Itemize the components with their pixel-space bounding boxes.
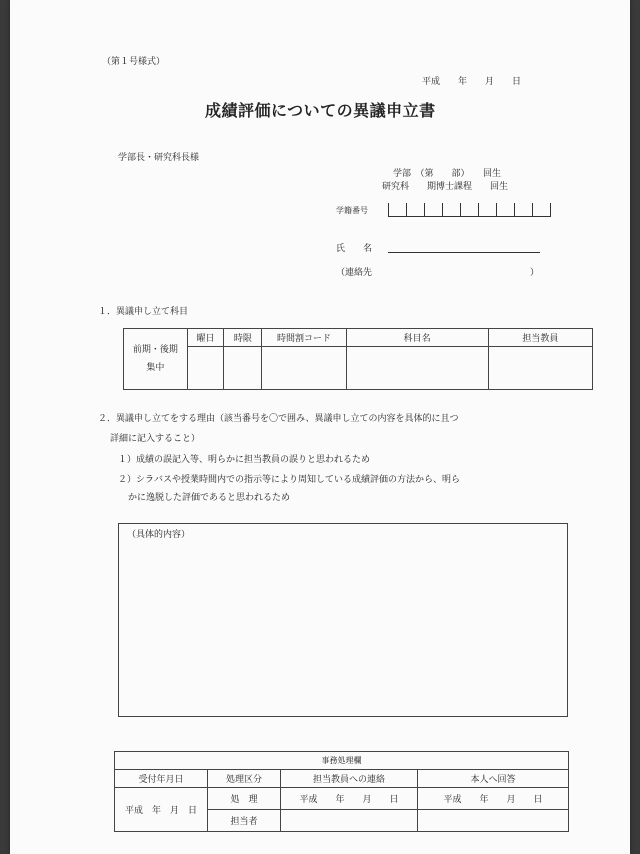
timetable-code-input[interactable] xyxy=(262,347,346,390)
col-timetable-code: 時間割コード xyxy=(262,329,346,347)
day-input[interactable] xyxy=(187,347,224,390)
period-input[interactable] xyxy=(224,347,262,390)
section2-heading-1: ２．異議申し立てをする理由（該当番号を〇で囲み、異議申し立ての内容を具体的に且つ xyxy=(98,414,459,424)
contact-close: ） xyxy=(530,268,540,278)
reason-2-line-2: かに逸脱した評価であると思われるため xyxy=(128,493,291,503)
addressee: 学部長・研究科長様 xyxy=(118,153,200,163)
student-id-field[interactable] xyxy=(388,203,551,217)
office-title: 事務処理欄 xyxy=(115,752,569,770)
office-table xyxy=(114,751,569,832)
receipt-date: 平成 年 月 日 xyxy=(115,788,208,832)
student-person-input[interactable] xyxy=(418,810,569,832)
section1-heading: １．異議申し立て科目 xyxy=(98,307,189,317)
office-col-student-reply: 本人へ回答 xyxy=(418,770,569,788)
name-field[interactable] xyxy=(388,252,540,253)
office-col-teacher-contact: 担当教員への連絡 xyxy=(281,770,418,788)
col-period: 時限 xyxy=(224,329,262,347)
office-col-category: 処理区分 xyxy=(208,770,281,788)
reason-2-line-1[interactable]: ２）シラバスや授業時間内での指示等により周知している成績評価の方法から、明ら xyxy=(118,475,461,485)
details-label: （具体的内容） xyxy=(127,530,191,540)
student-id-label: 学籍番号 xyxy=(336,206,368,215)
student-reply-date: 平成 年 月 日 xyxy=(418,788,569,810)
teacher-contact-date: 平成 年 月 日 xyxy=(281,788,418,810)
col-teacher: 担当教員 xyxy=(488,329,592,347)
contact-label: （連絡先 xyxy=(336,268,373,278)
page-title: 成績評価についての異議申立書 xyxy=(205,101,436,120)
person-label: 担当者 xyxy=(208,810,281,832)
form-number: （第１号様式） xyxy=(102,57,166,67)
graduate-line: 研究科 期博士課程 回生 xyxy=(382,182,509,192)
subject-name-input[interactable] xyxy=(346,347,488,390)
subject-table xyxy=(123,328,593,390)
details-textarea[interactable] xyxy=(118,523,568,717)
teacher-input[interactable] xyxy=(488,347,592,390)
contact-field[interactable] xyxy=(378,263,528,277)
reason-1[interactable]: １）成績の誤記入等、明らかに担当教員の誤りと思われるため xyxy=(118,455,371,465)
processing-label: 処 理 xyxy=(208,788,281,810)
form-page xyxy=(10,0,630,854)
term-label-1: 前期・後期 xyxy=(132,345,178,355)
term-label-2: 集中 xyxy=(146,363,165,373)
faculty-line: 学部 （第 部） 回生 xyxy=(393,169,502,179)
name-label: 氏 名 xyxy=(336,244,373,254)
teacher-person-input[interactable] xyxy=(281,810,418,832)
section2-heading-2: 詳細に記入すること） xyxy=(110,434,201,444)
col-subject-name: 科目名 xyxy=(346,329,488,347)
office-col-receipt: 受付年月日 xyxy=(115,770,208,788)
date-line: 平成 年 月 日 xyxy=(422,77,522,87)
col-day: 曜日 xyxy=(187,329,224,347)
term-cell xyxy=(124,329,188,390)
